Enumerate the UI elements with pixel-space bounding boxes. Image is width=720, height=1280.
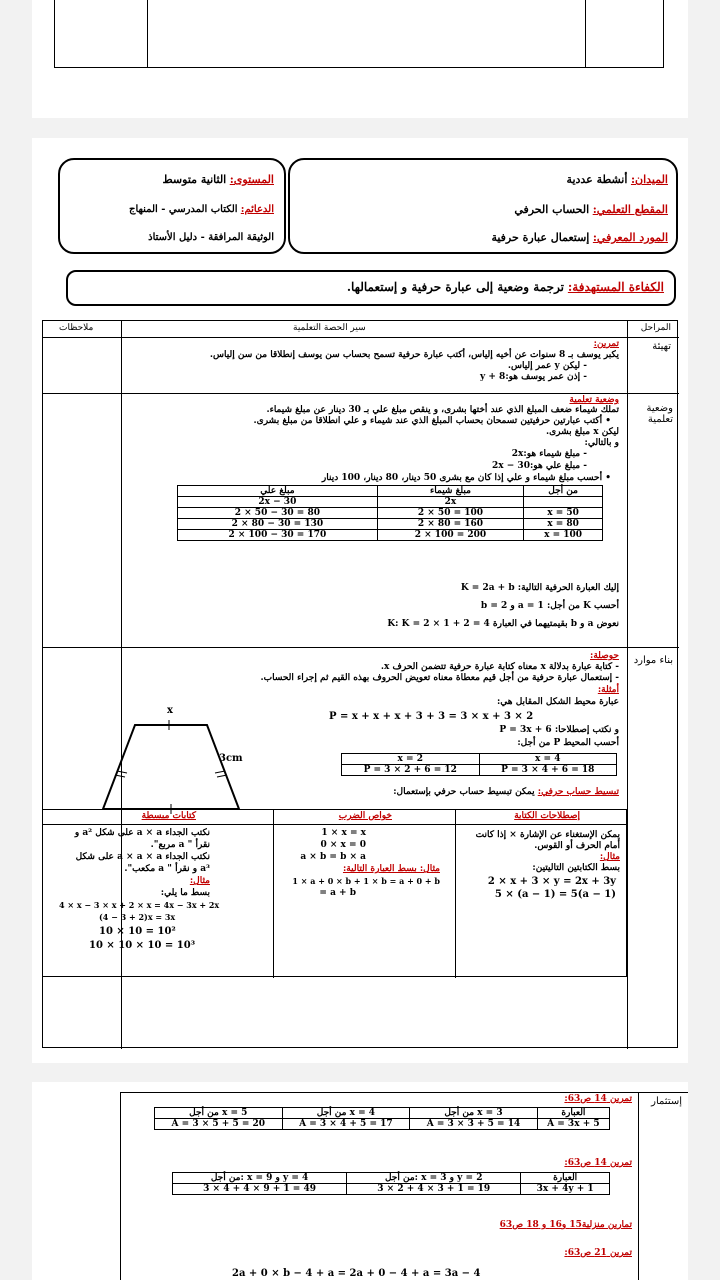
col-head-conventions: إصطلاحات الكتابة (514, 811, 580, 821)
c2-math: a × b = b × a (300, 852, 366, 862)
stage-warmup: تهيئة (652, 341, 671, 352)
situation-chaima: مبلغ شيماء هو: (523, 449, 581, 459)
competence-value: ترجمة وضعية إلى عبارة حرفية و إستعمالها. (346, 280, 565, 294)
amounts-cell: x = 100 (524, 530, 603, 541)
compute-math: a = 1 و b = 2 (480, 601, 544, 611)
short-text: و نكتب إصطلاحا: (554, 725, 619, 735)
c2-math: = a + b (319, 888, 356, 898)
c2-math: 1 × x = x (321, 828, 366, 838)
perim-cell: P = 3 × 2 + 6 = 12 (342, 765, 480, 776)
lesson-page (32, 138, 688, 1063)
expr-math: K = 2a + b (460, 583, 515, 593)
ex2-table (172, 1172, 610, 1195)
amounts-sub-ali: 2x − 30 (178, 497, 378, 508)
situation-chaima-math: 2x (511, 449, 524, 459)
c1-line: بسط الكتابتين التاليتين: (532, 863, 620, 873)
col-lesson: سير الحصة التعلمية (293, 323, 366, 333)
supports-label: الدعائم: (240, 204, 274, 215)
stage-situation: وضعية تعلمية (646, 403, 673, 425)
field-value: أنشطة عددية (566, 173, 628, 186)
supports-value-2: الوثيقة المرافقة - دليل الأستاذ (148, 232, 274, 243)
investment-page (32, 1082, 688, 1280)
perim-cell: x = 2 (342, 754, 480, 765)
header-box-side (58, 158, 286, 254)
simplify-text: يمكن تبسيط حساب حرفي بإستعمال: (393, 787, 535, 797)
situation-let-x: ليكن x مبلغ بشرى. (545, 427, 619, 437)
resource-label: المورد المعرفي: (592, 231, 668, 244)
ex2-head: من أجل: x = 3 و y = 2 (347, 1173, 521, 1184)
c3-math: 10 × 10 = 10² (99, 926, 176, 937)
build-l1: كتابة عبارة بدلالة x معناه كتابة عبارة حرفية تتضمن الحرف x. (380, 662, 613, 672)
header-box-main (288, 158, 678, 254)
homework-text: تمارين منزلية15 و16 و 18 ص63 (499, 1220, 632, 1230)
level-label: المستوى: (229, 173, 274, 186)
competence-label: الكفاءة المستهدفة: (567, 280, 664, 294)
perim-cell: P = 3 × 4 + 6 = 18 (479, 765, 617, 776)
properties-table (43, 809, 627, 977)
build-title: حوصلة: (590, 651, 619, 661)
situation-therefore: و بالتالي: (584, 438, 619, 448)
warmup-item2: إذن عمر يوسف هو: (505, 372, 581, 382)
amounts-cell: 2 × 80 − 30 = 130 (178, 519, 378, 530)
c3-example: مثال: (189, 876, 210, 886)
col-head-simplified: كتابات مبسطة (141, 811, 196, 821)
ex2-title: تمرين 14 ص63: (564, 1158, 632, 1168)
competence-box (66, 270, 676, 306)
c2-example: مثال: بسط العبارة التالية: (342, 864, 440, 874)
ex3-math: 2a + 0 × b − 4 + a = 2a + 0 − 4 + a = 3a − 4 (232, 1268, 481, 1279)
previous-page (32, 0, 688, 118)
col-notes: ملاحظات (59, 323, 94, 333)
amounts-cell: 2 × 50 = 100 (377, 508, 523, 519)
amounts-cell: x = 80 (524, 519, 603, 530)
c3-line: نكتب الجداء a × a على شكل a² و (74, 828, 210, 838)
c1-math: 5 × (a − 1) = 5(a − 1) (494, 889, 616, 900)
ex2-head: من أجل: x = 9 و y = 4 (173, 1173, 347, 1184)
fig-label-3cm: 3cm (219, 753, 243, 764)
c2-math: 0 × x = 0 (320, 840, 366, 850)
compute-text: أحسب K من أجل: (546, 601, 619, 611)
c1-line: أمام الحرف أو القوس. (534, 841, 620, 851)
perimeter-table (341, 753, 617, 776)
situation-ali-math: 2x − 30 (492, 461, 530, 471)
warmup-item2-math: y + 8 (480, 372, 506, 382)
c3-line: نكتب الجداء a × a × a على شكل (75, 852, 210, 862)
ex1-head: من أجل x = 4 (282, 1108, 410, 1119)
c1-math: 2 × x + 3 × y = 2x + 3y (487, 876, 616, 887)
perim-math: P = x + x + x + 3 + 3 = 3 × x + 3 × 2 (329, 711, 534, 722)
situation-ali: مبلغ علي هو: (529, 461, 581, 471)
ex3-title: تمرين 21 ص63: (564, 1248, 632, 1258)
amounts-sub-chaima: 2x (377, 497, 523, 508)
substitute-math: K = 2 × 1 + 2 = 4 (401, 619, 490, 629)
amounts-cell: 2 × 80 = 160 (377, 519, 523, 530)
trapezoid-shape (103, 725, 239, 809)
perim-text: عبارة محيط الشكل المقابل هي: (496, 697, 619, 707)
simplify-title: تبسيط حساب حرفي: (537, 787, 619, 797)
situation-q2: أحسب مبلغ شيماء و علي إذا كان مع بشرى 50 دينار، 80 دينار، 100 دينار (321, 473, 603, 483)
ex1-head: من أجل x = 5 (155, 1108, 283, 1119)
build-l2: إستعمال عبارة حرفية من أجل قيم معطاة معناه تعويض الحروف بهذه القيم ثم إجراء الحساب. (260, 673, 613, 683)
substitute-text: نعوض a و b بقيمتيهما في العبارة K: (387, 619, 619, 629)
ex2-cell: 3 × 4 + 4 × 9 + 1 = 49 (173, 1184, 347, 1195)
expr-intro: إليك العبارة الحرفية التالية: (517, 583, 619, 593)
fig-label-x: x (167, 705, 173, 716)
supports-value: الكتاب المدرسي - المنهاج (129, 204, 238, 215)
segment-label: المقطع التعلمي: (592, 203, 668, 216)
c3-line: نقرأ " a مربع". (150, 840, 210, 850)
calc-p-text: أحسب المحيط P من أجل: (517, 738, 619, 748)
amounts-cell: 2 × 100 = 200 (377, 530, 523, 541)
level-value: الثانية متوسط (162, 173, 227, 186)
warmup-item1: ليكن y عمر إلياس. (507, 361, 581, 371)
stage-invest: إستثمار (651, 1096, 682, 1107)
amounts-head-ali: مبلغ علي (178, 486, 378, 497)
ex1-head: من أجل x = 3 (410, 1108, 538, 1119)
amounts-head-chaima: مبلغ شيماء (377, 486, 523, 497)
segment-value: الحساب الحرفي (514, 203, 590, 216)
ex1-table (154, 1107, 610, 1130)
perim-cell: x = 4 (479, 754, 617, 765)
col-head-properties: خواص الضرب (338, 811, 392, 821)
ex1-head: العبارة (537, 1108, 609, 1119)
ex1-cell: A = 3 × 3 + 5 = 14 (410, 1119, 538, 1130)
warmup-text: يكبر يوسف بـ 8 سنوات عن أخيه إلياس، أكتب عبارة حرفية تسمح بحساب سن يوسف إنطلاقا من سن إلياس. (209, 350, 619, 360)
ex2-head: العبارة (521, 1173, 610, 1184)
situation-title: وضعية تعلمية (569, 395, 619, 405)
ex1-cell: A = 3 × 5 + 5 = 20 (155, 1119, 283, 1130)
situation-q1: أكتب عبارتين حرفيتين تسمحان بحساب المبلغ الذي عند شيماء و علي انطلاقا من مبلغ بشرى. (253, 416, 603, 426)
c1-example: مثال: (599, 852, 620, 862)
c3-math: 10 × 10 × 10 = 10³ (89, 940, 196, 951)
warmup-title: تمرين: (593, 339, 619, 349)
amounts-head-for: من أجل (524, 486, 603, 497)
c3-line: بسط ما يلي: (160, 888, 210, 898)
c1-line: يمكن الإستغناء عن الإشارة × إذا كانت (475, 830, 620, 840)
amounts-cell: 2 × 100 − 30 = 170 (178, 530, 378, 541)
amounts-cell: 2 × 50 − 30 = 80 (178, 508, 378, 519)
stage-build: بناء موارد (633, 655, 673, 666)
ex1-cell: A = 3 × 4 + 5 = 17 (282, 1119, 410, 1130)
c3-math: (4 − 3 + 2)x = 3x (99, 912, 176, 922)
situation-text: تملك شيماء ضعف المبلغ الذي عند أختها بشرى، و ينقص مبلغ علي بـ 30 دينار عن مبلغ شيماء. (266, 405, 619, 415)
ex1-title: تمرين 14 ص63: (564, 1094, 632, 1104)
c3-math: 4 × x − 3 × x + 2 × x = 4x − 3x + 2x (59, 900, 220, 910)
col-stages: المراحل (640, 323, 671, 333)
c3-line: a³ و نقرأ " a مكعب". (124, 864, 210, 874)
lesson-grid: المراحل سير الحصة التعلمية ملاحظات تهيئة وضعية تعلمية بناء موارد تمرين: يكبر يوسف بـ 8 سنوات عن أخيه إلياس، أكتب عبارة حرفية تسمح بحساب سن يوسف إنطلاقا من سن إلياس. - ليكن y عمر إلياس. - إذن عمر يوسف هو:y + 8 وضعية تعلمية تملك شيماء ضعف المبلغ الذي عند أختها بشرى، و ينقص مبلغ علي بـ 30 دينار عن مبلغ شيماء. • أكتب عبارتين حرفيتين تسمحان بحساب المبلغ الذي عند شيماء و علي انطلاقا من مبلغ بشرى. ليكن x مبلغ بشرى. و بالتالي: - مبلغ شيماء هو:2x - مبلغ علي هو:2x − 30 • أحسب مبلغ شيماء و علي إذا كان مع بشرى 50 دينار، 80 دينار، 100 دينار مبلغ علي مبلغ شيماء من أجل 2x − 30 2x 2 × 50 − 30 = 80 2 × 50 = 100 x = 50 2 × 80 − 30 = 130 2 × 80 = 160 x = 80 2 × 100 − 30 = 170 2 × 100 = 200 x = 100 إليك العبارة الحرفية التالية: K = 2a + b أحسب K من أجل: a = 1 و b = 2 نعوض a و b بقيمتيهما في العبارة K: K = 2 × 1 + 2 = 4 حوصلة: - كتابة عبارة بدلالة x معناه كتابة عبارة حرفية تتضمن الحرف x. - إستعمال عبارة حرفية من أجل قيم معطاة معناه تعويض الحروف بهذه القيم ثم إجراء الحساب. أمثلة: عبارة محيط الشكل المقابل هي: P = x + x + x + 3 + 3 = 3 × x + 3 × 2 و نكتب إصطلاحا: P = 3x + 6 أحسب المحيط P من أجل: x = 2 x = 4 P = 3 × 2 + 6 = 12 P = 3 × 4 + 6 = 18 x 3cm تبسيط حساب حرفي: يمكن تبسيط حساب حرفي بإستعمال: إصطلاحات الكتابة خواص الضرب كتابات مبسطة يمكن الإستغناء عن الإشارة × إذا كانت أمام الحرف أو القوس. مثال: بسط الكتابتين التاليتين: 2 × x + 3 × y = 2x + 3y 5 × (a − 1) = 5(a − 1) 1 × x = x 0 × x = 0 a × b = b × a مثال: بسط العبارة التالية: 1 × a + 0 × b + 1 × b = a + 0 + b = a + b نكتب الجداء a × a على شكل a² و نقرأ " a مربع". نكتب الجداء a × a × a على شكل a³ و نقرأ " a مكعب". مثال: بسط ما يلي: 4 × x − 3 × x + 2 × x = 4x − 3x + 2x (4 − 3 + 2)x = 3x 10 × 10 = 10² 10 × 10 × 10 = 10³ (42, 320, 678, 1048)
field-label: الميدان: (630, 173, 668, 186)
ex2-cell: 3x + 4y + 1 (521, 1184, 610, 1195)
amounts-cell: x = 50 (524, 508, 603, 519)
previous-table-fragment (54, 0, 664, 68)
c2-math: 1 × a + 0 × b + 1 × b = a + 0 + b (292, 876, 440, 886)
ex1-cell: A = 3x + 5 (537, 1119, 609, 1130)
amounts-table (177, 485, 603, 541)
resource-value: إستعمال عبارة حرفية (491, 231, 590, 244)
build-example: أمثلة: (597, 685, 619, 695)
ex2-cell: 3 × 2 + 4 × 3 + 1 = 19 (347, 1184, 521, 1195)
short-math: P = 3x + 6 (499, 725, 552, 735)
